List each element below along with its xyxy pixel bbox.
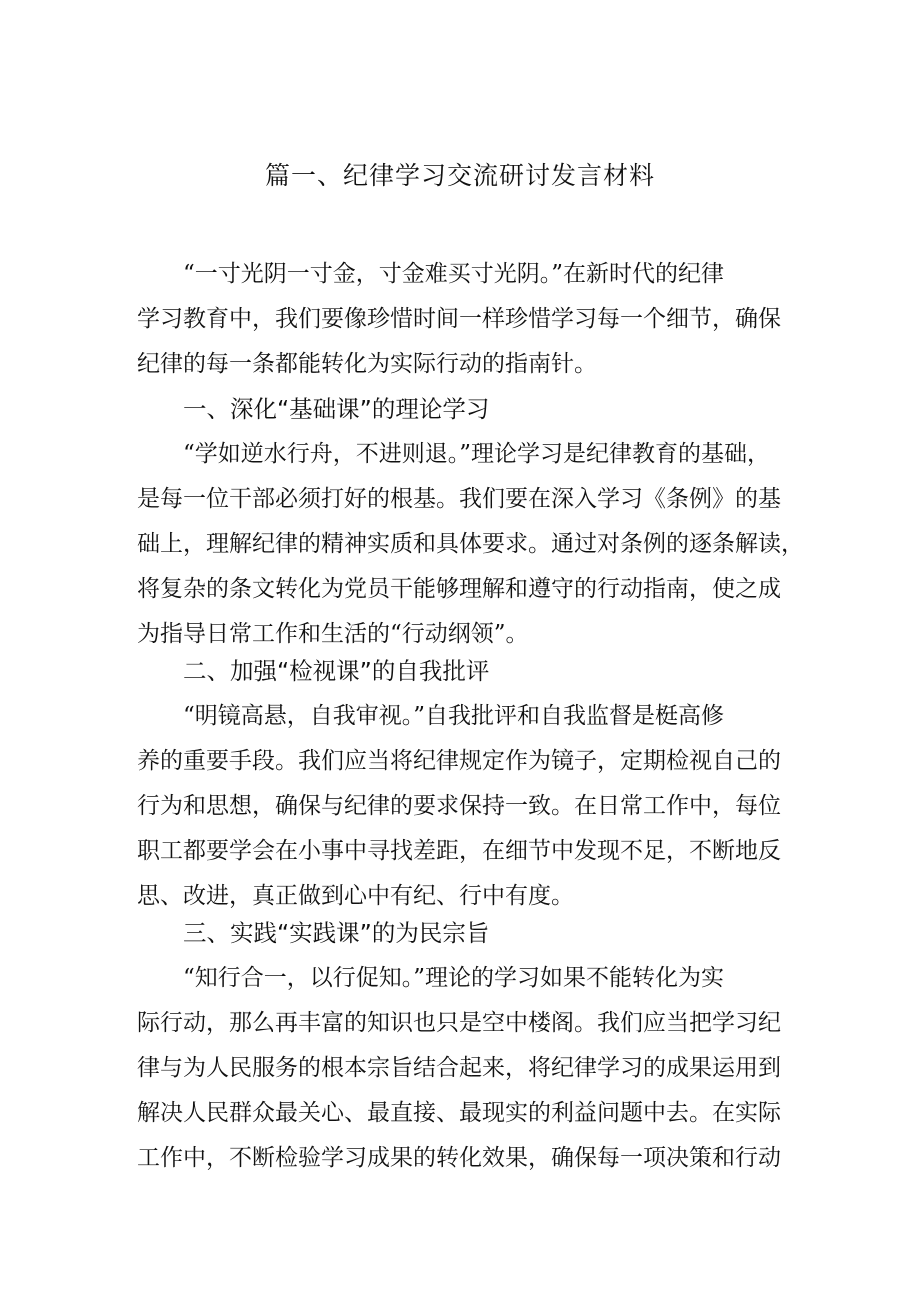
paragraph-line: 职工都要学会在小事中寻找差距，在细节中发现不足，不断地反 bbox=[137, 838, 781, 864]
paragraph-line: 是每一位干部必须打好的根基。我们要在深入学习《条例》的基 bbox=[137, 486, 781, 512]
paragraph-line: “明镜高悬，自我审视。”自我批评和自我监督是梃高修 bbox=[183, 703, 725, 729]
paragraph-line: 学习教育中，我们要像珍惜时间一样珍惜学习每一个细节，确保 bbox=[137, 306, 781, 332]
paragraph-line: 解决人民群众最关心、最直接、最现实的利益问题中去。在实际 bbox=[137, 1100, 781, 1126]
paragraph-line: 将复杂的条文转化为党员干能够理解和遵守的行动指南，使之成 bbox=[137, 576, 781, 602]
section-1-paragraph bbox=[137, 432, 804, 657]
paragraph-line: 工作中，不断检验学习成果的转化效果，确保每一项决策和行动 bbox=[137, 1145, 781, 1171]
paragraph-line: 思、改进，真正做到心中有纪、行中有度。 bbox=[137, 883, 574, 909]
intro-paragraph bbox=[137, 252, 797, 387]
paragraph-line: 行为和思想，确保与纪律的要求保持一致。在日常工作中，每位 bbox=[137, 793, 781, 819]
paragraph-line: 养的重要手段。我们应当将纪律规定作为镜子，定期检视自己的 bbox=[137, 748, 781, 774]
paragraph-line: “知行合一，以行促知。”理论的学习如果不能转化为实 bbox=[183, 965, 725, 991]
paragraph-line: 际行动，那么再丰富的知识也只是空中楼阁。我们应当把学习纪 bbox=[137, 1010, 781, 1036]
paragraph-line: 律与为人民服务的根本宗旨结合起来，将纪律学习的成果运用到 bbox=[137, 1055, 781, 1081]
document-title: 篇一、纪律学习交流研讨发言材料 bbox=[264, 161, 655, 190]
paragraph-line: 为指导日常工作和生活的“行动纲领”。 bbox=[137, 621, 529, 647]
section-3-paragraph bbox=[137, 956, 797, 1181]
section-2-paragraph bbox=[137, 694, 797, 919]
paragraph-line: 纪律的每一条都能转化为实际行动的指南针。 bbox=[137, 351, 597, 377]
paragraph-line: “学如逆水行舟，不进则退。”理论学习是纪律教育的基础， bbox=[183, 441, 771, 467]
section-heading-2: 二、加强“检视课”的自我批评 bbox=[183, 657, 490, 685]
section-heading-1: 一、深化“基础课”的理论学习 bbox=[183, 395, 490, 423]
paragraph-line: 础上，理解纪律的精神实质和具体要求。通过对条例的逐条解读， bbox=[137, 531, 804, 557]
paragraph-line: “一寸光阴一寸金，寸金难买寸光阴。”在新时代的纪律 bbox=[183, 261, 725, 287]
section-heading-3: 三、实践“实践课”的为民宗旨 bbox=[183, 919, 490, 947]
